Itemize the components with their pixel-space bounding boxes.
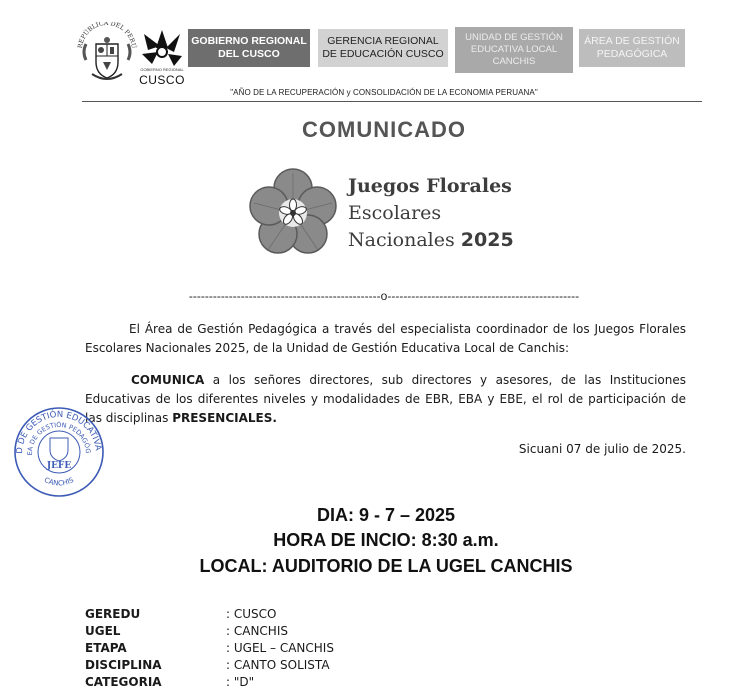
detail-label: CATEGORIA (85, 675, 162, 689)
detail-label: DISCIPLINA (85, 658, 162, 672)
emblem-text: REPÚBLICA DEL PERÚ (76, 22, 138, 49)
stamp-bottom-text: CANCHIS (42, 475, 76, 488)
detail-value: : UGEL – CANCHIS (226, 641, 334, 655)
stamp-outer-text: D DE GESTIÓN EDUCATIVA (14, 409, 103, 455)
event-name-line1: Juegos Florales (348, 175, 512, 197)
detail-value: : CANTO SOLISTA (226, 658, 330, 672)
place-date: Sicuani 07 de julio de 2025. (518, 442, 686, 456)
intro-paragraph (85, 320, 686, 358)
header-box-line: DEL CUSCO (218, 48, 280, 60)
communicate-paragraph (85, 371, 686, 428)
event-logo (248, 168, 338, 258)
svg-text:CANCHIS (43, 476, 76, 488)
logo-word: CUSCO (139, 73, 185, 87)
header-box-line: ÁREA DE GESTIÓN (584, 35, 680, 47)
flower-icon (248, 168, 338, 258)
detail-label: UGEL (85, 624, 121, 638)
intro-text: El Área de Gestión Pedagógica a través del especialista coordinador de los Juegos Florales Escolares Nacionales 2025, de la Unidad de Gestión Educativa Local de Canchis: (85, 322, 686, 355)
communicate-text: a los señores directores, sub directores y asesores, de las Instituciones Educativas de los diferentes niveles y modalidades de EBR, EBA y EBE, el rol de participación de las disciplinas (85, 373, 686, 425)
detail-label: ETAPA (85, 641, 127, 655)
event-time: HORA DE INCIO: 8:30 a.m. (273, 530, 499, 550)
header-box-line: GOBIERNO REGIONAL (191, 35, 307, 47)
header-box-gerencia-regional (318, 29, 448, 67)
event-location: LOCAL: AUDITORIO DE LA UGEL CANCHIS (199, 556, 573, 576)
stamp-center-text: JEFE (46, 461, 72, 471)
detail-value: : CUSCO (226, 607, 277, 621)
separator-line: ------------------------------------------------o------------------------------------------------ (188, 289, 580, 303)
page-title: COMUNICADO (302, 117, 466, 142)
header-box-line: DE EDUCACIÓN CUSCO (322, 48, 444, 60)
header-box-area-gestion (579, 29, 685, 67)
event-name-line3 (348, 228, 514, 252)
event-name-word: Nacionales (348, 229, 455, 251)
header-box-line: GERENCIA REGIONAL (327, 35, 439, 47)
communicate-keyword: COMUNICA (131, 373, 205, 387)
detail-label: GEREDU (85, 607, 141, 621)
event-day: DIA: 9 - 7 – 2025 (316, 505, 456, 525)
peru-emblem (76, 22, 138, 86)
header-divider (82, 101, 702, 102)
coat-of-arms-icon (76, 22, 138, 86)
logo-small-text: GOBIERNO REGIONAL (140, 67, 184, 72)
header-box-gobierno-regional (188, 29, 310, 67)
header-box-line: UNIDAD DE GESTIÓN (465, 32, 563, 43)
event-year: 2025 (460, 229, 514, 251)
event-name-line2: Escolares (348, 202, 442, 224)
header-box-line: EDUCATIVA LOCAL (470, 44, 558, 55)
communicate-emphasis: PRESENCIALES. (172, 411, 277, 425)
detail-value: : CANCHIS (226, 624, 288, 638)
header-box-ugel (455, 27, 573, 73)
detail-value: : "D" (226, 675, 255, 689)
header-box-line: PEDAGÓGICA (596, 48, 668, 60)
stamp-inner-text: EA DE GESTIÓN PEDAGÓG (25, 420, 93, 456)
year-motto: "AÑO DE LA RECUPERACIÓN y CONSOLIDACIÓN DE LA ECONOMIA PERUANA" (230, 88, 538, 97)
cusco-sun-icon (138, 28, 186, 72)
header-box-line: CANCHIS (492, 56, 536, 67)
official-stamp (12, 402, 106, 498)
cusco-logo (138, 28, 186, 88)
stamp-seal-icon (12, 402, 106, 498)
